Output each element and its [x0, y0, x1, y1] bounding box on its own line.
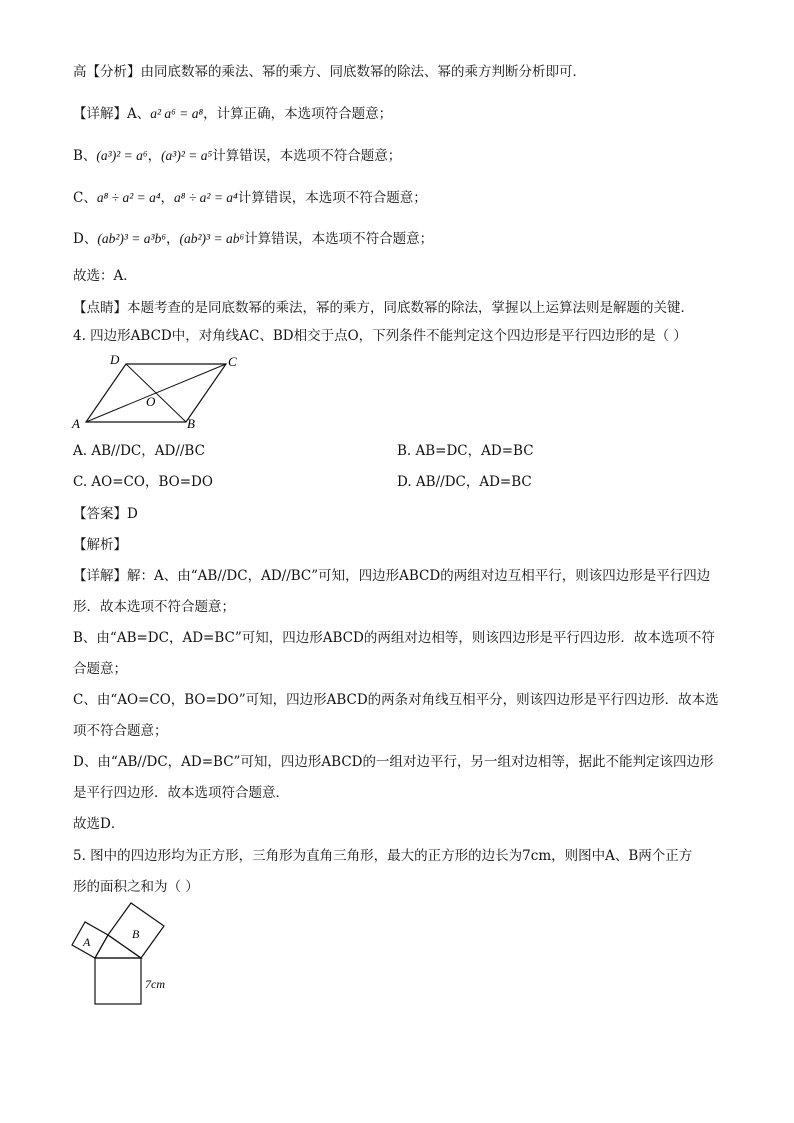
analysis-line: 高【分析】由同底数幂的乘法、幂的乘方、同底数幂的除法、幂的乘方判断分析即可． [73, 64, 586, 80]
detail-c-line [73, 188, 427, 208]
label-square-b: B [132, 927, 140, 941]
diagonal-bd [126, 364, 186, 422]
q4-choice: 故选D． [73, 816, 125, 832]
detail-b-expr1: (a³)² = a⁶ [96, 148, 148, 163]
detail-c-prefix: C、 [73, 190, 97, 206]
label-o: O [146, 394, 156, 409]
q4-detail-line-7: D、由“AB//DC，AD=BC”可知，四边形ABCD的一组对边平行，另一组对边相等，据此不能判定该四边形 [73, 754, 714, 770]
comment-line: 【点睛】本题考查的是同底数幂的乘法，幂的乘方，同底数幂的除法，掌握以上运算法则是解题的关键． [73, 300, 694, 316]
detail-d-expr2: (ab²)³ = ab⁶ [179, 231, 245, 246]
detail-d-expr1: (ab²)³ = a³b⁶ [97, 231, 167, 246]
label-a: A [72, 416, 80, 431]
detail-a-line [73, 104, 392, 124]
detail-b-sep: ， [147, 148, 162, 164]
detail-b-line [73, 146, 401, 166]
detail-d-suffix: 计算错误，本选项不符合题意； [244, 231, 434, 247]
detail-c-suffix: 计算错误，本选项不符合题意； [237, 190, 427, 206]
q4-option-b: B. AB=DC，AD=BC [397, 443, 534, 459]
detail-b-expr2: (a³)² = a⁵ [161, 148, 213, 163]
q5-stem-line-2: 形的面积之和为（ ） [73, 879, 199, 895]
large-square [95, 958, 141, 1004]
detail-d-sep: ， [166, 231, 180, 247]
q5-stem-line-1: 5. 图中的四边形均为正方形，三角形为直角三角形，最大的正方形的边长为7cm，则图中A、B两个正方 [73, 848, 693, 864]
label-b: B [187, 416, 195, 431]
q4-detail-line-6: 项不符合题意； [73, 723, 168, 739]
detail-a-expr: a² a⁶ = a⁸ [150, 106, 204, 121]
detail-c-expr2: a⁸ ÷ a² = a⁴ [174, 190, 238, 205]
detail-d-prefix: D、 [73, 231, 98, 247]
q4-parallelogram-figure [70, 348, 250, 432]
detail-b-suffix: 计算错误，本选项不符合题意； [212, 148, 402, 164]
q4-detail-line-8: 是平行四边形．故本选项符合题意． [73, 785, 289, 801]
label-d: D [110, 352, 120, 367]
q4-answer: 【答案】D [73, 506, 138, 522]
choice-a-line: 故选：A． [73, 268, 137, 284]
q4-stem: 4. 四边形ABCD中，对角线AC、BD相交于点O，下列条件不能判定这个四边形是平行四边形的是（ ） [73, 328, 687, 344]
detail-b-prefix: B、 [73, 148, 97, 164]
q4-jiexi: 【解析】 [73, 537, 127, 553]
label-square-a: A [83, 935, 91, 949]
detail-d-line [73, 229, 433, 249]
detail-a-suffix: ，计算正确，本选项符合题意； [203, 106, 393, 122]
detail-a-prefix: 【详解】A、 [73, 106, 151, 122]
q5-squares-figure [68, 900, 188, 1010]
q4-detail-line-2: 形．故本选项不符合题意； [73, 599, 235, 615]
q4-option-c: C. AO=CO，BO=DO [73, 474, 213, 490]
label-c: C [228, 354, 237, 369]
q4-option-d: D. AB//DC，AD=BC [397, 474, 532, 490]
label-side-length: 7cm [145, 977, 165, 991]
detail-c-sep: ， [160, 190, 175, 206]
detail-c-expr1: a⁸ ÷ a² = a⁴ [96, 190, 161, 205]
q4-detail-line-5: C、由“AO=CO，BO=DO”可知，四边形ABCD的两条对角线互相平分，则该四边形是平行四边形．故本选 [73, 692, 719, 708]
q4-detail-line-1: 【详解】解：A、由“AB//DC，AD//BC”可知，四边形ABCD的两组对边互相平行，则该四边形是平行四边 [73, 568, 711, 584]
q4-detail-line-4: 合题意； [73, 661, 127, 677]
q4-option-a: A. AB//DC，AD//BC [73, 443, 205, 459]
q4-detail-line-3: B、由“AB=DC，AD=BC”可知，四边形ABCD的两组对边相等，则该四边形是平行四边形．故本选项不符 [73, 630, 715, 646]
